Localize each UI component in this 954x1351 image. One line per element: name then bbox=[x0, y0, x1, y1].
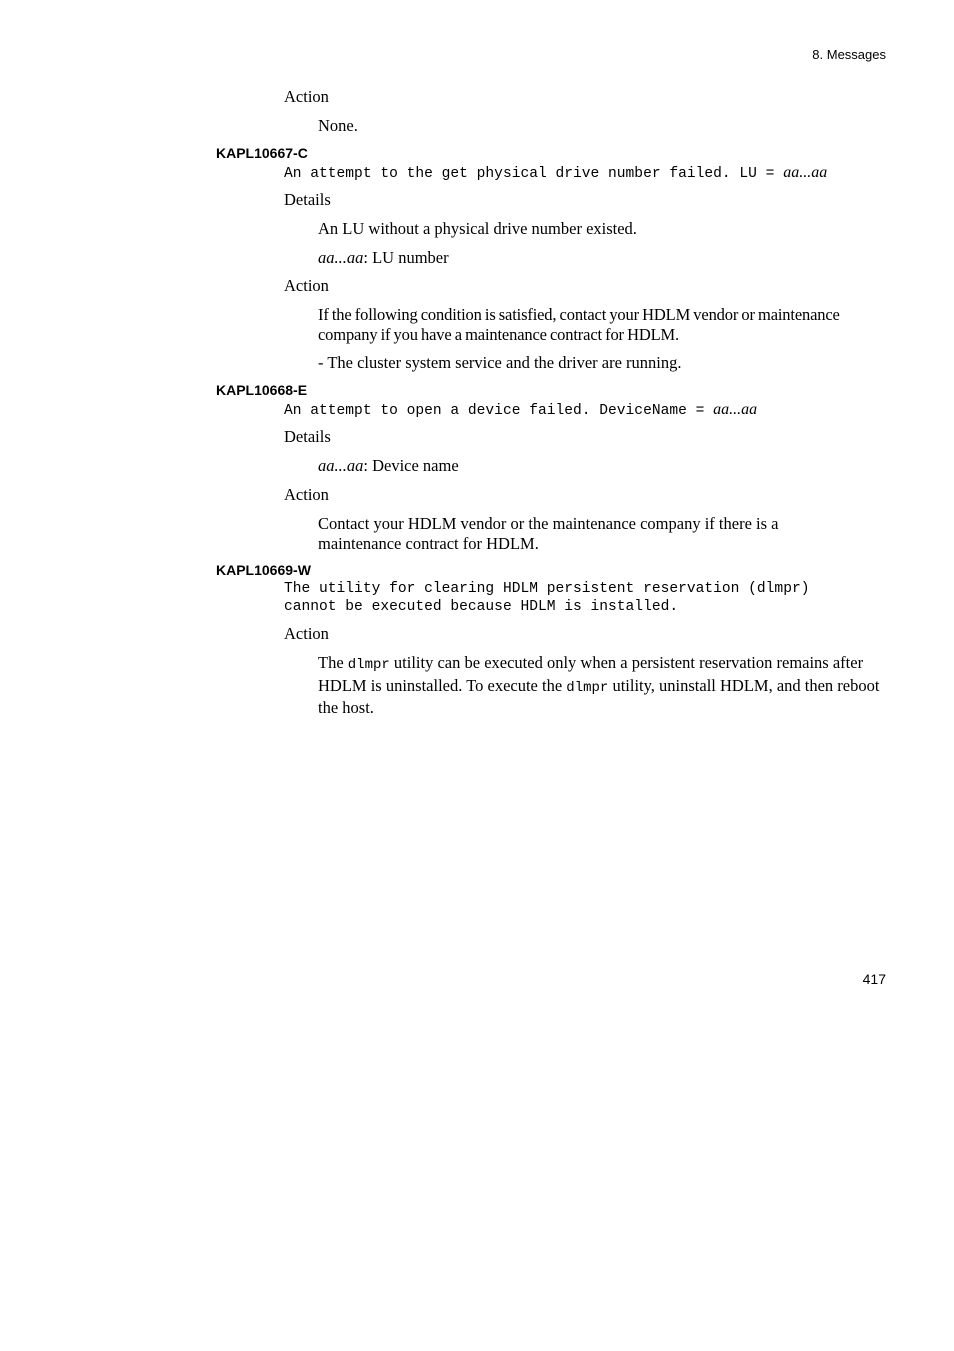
running-header: 8. Messages bbox=[812, 47, 886, 62]
action-label: Action bbox=[284, 87, 329, 106]
variable-description: : Device name bbox=[363, 456, 459, 475]
details-label: Details bbox=[284, 190, 331, 209]
variable-definition bbox=[318, 248, 888, 268]
command-name: dlmpr bbox=[347, 657, 390, 673]
action-text: None. bbox=[318, 116, 358, 135]
page-number: 417 bbox=[862, 971, 886, 987]
message-fixed: An attempt to open a device failed. DeviceName = bbox=[284, 403, 714, 419]
variable-name: aa...aa bbox=[318, 456, 364, 475]
action-label: Action bbox=[284, 276, 329, 295]
variable-description: : LU number bbox=[363, 248, 449, 267]
variable-definition bbox=[318, 456, 888, 476]
action-label: Action bbox=[284, 624, 329, 643]
message-line-2: cannot be executed because HDLM is installed. bbox=[284, 599, 679, 615]
action-text: The dlmpr utility can be executed only when a persistent reservation remains after HDLM is uninstalled. To execute the dlmpr utility, uninstall HDLM, and then reboot the host. bbox=[318, 653, 880, 717]
action-text: If the following condition is satisfied, contact your HDLM vendor or maintenance company if you have a maintenance contract for HDLM. bbox=[318, 305, 840, 344]
action-condition: - The cluster system service and the driver are running. bbox=[318, 353, 682, 372]
details-text: An LU without a physical drive number existed. bbox=[318, 219, 637, 238]
message-line-1: The utility for clearing HDLM persistent reservation (dlmpr) bbox=[284, 581, 810, 597]
message-fixed: An attempt to the get physical drive number failed. LU = bbox=[284, 166, 784, 182]
message-text bbox=[284, 164, 827, 183]
variable-name: aa...aa bbox=[318, 248, 364, 267]
message-variable: aa...aa bbox=[713, 401, 758, 418]
message-variable: aa...aa bbox=[783, 164, 828, 181]
message-text bbox=[284, 401, 757, 420]
action-text: Contact your HDLM vendor or the maintenance company if there is a maintenance contract for HDLM. bbox=[318, 514, 779, 553]
message-id: KAPL10669-W bbox=[216, 562, 311, 578]
command-name: dlmpr bbox=[566, 679, 609, 696]
details-label: Details bbox=[284, 427, 331, 446]
message-id: KAPL10667-C bbox=[216, 145, 308, 161]
action-label: Action bbox=[284, 485, 329, 504]
message-id: KAPL10668-E bbox=[216, 382, 308, 398]
